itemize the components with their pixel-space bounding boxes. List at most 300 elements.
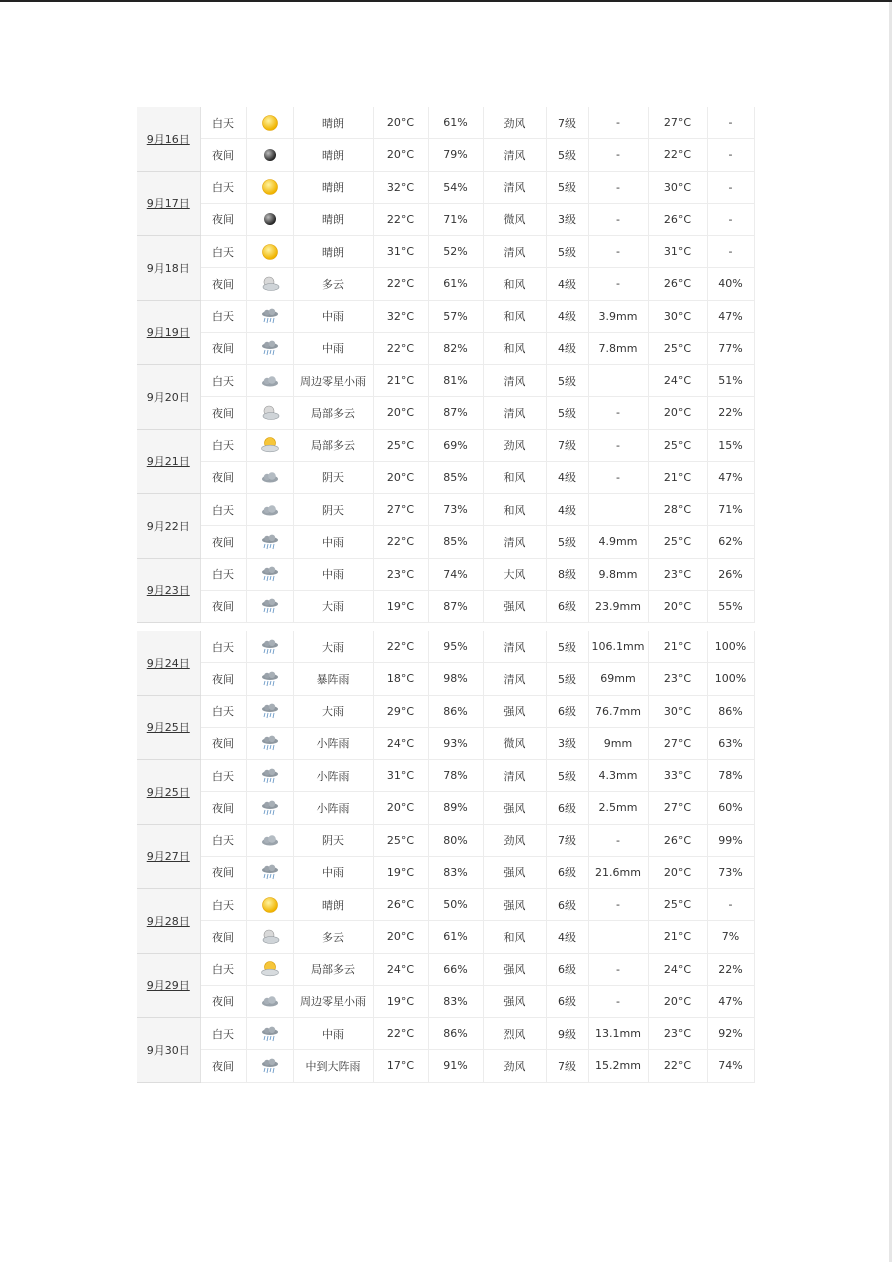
rain-cell: [588, 921, 648, 953]
humidity-cell: 89%: [428, 792, 483, 824]
weather-icon-cell: [246, 889, 293, 921]
chance-cell: 22%: [707, 953, 754, 985]
temp-cell: 20°C: [373, 397, 428, 429]
table-row: [137, 1050, 754, 1082]
cloud-moon-icon: [260, 404, 280, 422]
weather-cell: 晴朗: [293, 139, 373, 171]
period-cell: 白天: [200, 631, 246, 663]
rain-icon: [260, 799, 280, 817]
weather-icon-cell: [246, 590, 293, 622]
sun-icon: [260, 114, 280, 132]
level-cell: 6级: [546, 792, 588, 824]
feels-cell: 25°C: [648, 429, 707, 461]
weather-cell: 晴朗: [293, 171, 373, 203]
temp-cell: 22°C: [373, 1018, 428, 1050]
temp-cell: 31°C: [373, 760, 428, 792]
temp-cell: 29°C: [373, 695, 428, 727]
level-cell: 7级: [546, 824, 588, 856]
feels-cell: 26°C: [648, 203, 707, 235]
feels-cell: 21°C: [648, 631, 707, 663]
weather-icon-cell: [246, 558, 293, 590]
level-cell: 7级: [546, 1050, 588, 1082]
weather-icon-cell: [246, 268, 293, 300]
date-cell: [137, 236, 200, 301]
feels-cell: 33°C: [648, 760, 707, 792]
date-cell[interactable]: [137, 824, 200, 889]
weather-table-2-body: [137, 631, 754, 1082]
period-cell: 夜间: [200, 203, 246, 235]
table-row: [137, 494, 754, 526]
level-cell: 4级: [546, 921, 588, 953]
table-row: [137, 856, 754, 888]
humidity-cell: 57%: [428, 300, 483, 332]
table-row: [137, 663, 754, 695]
period-cell: 白天: [200, 107, 246, 139]
chance-cell: 63%: [707, 727, 754, 759]
table-row: [137, 300, 754, 332]
feels-cell: 28°C: [648, 494, 707, 526]
weather-cell: 多云: [293, 921, 373, 953]
table-row: [137, 631, 754, 663]
period-cell: 夜间: [200, 139, 246, 171]
chance-cell: 73%: [707, 856, 754, 888]
table-row: [137, 889, 754, 921]
chance-cell: 55%: [707, 590, 754, 622]
weather-icon-cell: [246, 526, 293, 558]
level-cell: 9级: [546, 1018, 588, 1050]
level-cell: 5级: [546, 397, 588, 429]
weather-icon-cell: [246, 663, 293, 695]
date-link[interactable]: 9月25日: [146, 721, 190, 735]
date-label: 9月18日: [146, 261, 190, 275]
table-row: [137, 727, 754, 759]
feels-cell: 20°C: [648, 590, 707, 622]
rain-cell: 21.6mm: [588, 856, 648, 888]
table-row: [137, 365, 754, 397]
chance-cell: -: [707, 236, 754, 268]
table-row: [137, 268, 754, 300]
humidity-cell: 69%: [428, 429, 483, 461]
date-link[interactable]: 9月24日: [146, 656, 190, 670]
weather-cell: 多云: [293, 268, 373, 300]
level-cell: 4级: [546, 268, 588, 300]
temp-cell: 26°C: [373, 889, 428, 921]
humidity-cell: 78%: [428, 760, 483, 792]
chance-cell: 47%: [707, 985, 754, 1017]
temp-cell: 19°C: [373, 590, 428, 622]
wind-cell: 烈风: [483, 1018, 546, 1050]
humidity-cell: 83%: [428, 856, 483, 888]
date-label: 9月22日: [146, 519, 190, 533]
feels-cell: 30°C: [648, 695, 707, 727]
rain-icon: [260, 638, 280, 656]
weather-cell: 局部多云: [293, 429, 373, 461]
sun-icon: [260, 178, 280, 196]
rain-icon: [260, 863, 280, 881]
level-cell: 4级: [546, 300, 588, 332]
wind-cell: 大风: [483, 558, 546, 590]
date-link[interactable]: 9月27日: [146, 850, 190, 864]
humidity-cell: 61%: [428, 107, 483, 139]
humidity-cell: 85%: [428, 461, 483, 493]
wind-cell: 强风: [483, 792, 546, 824]
rain-cell: 9mm: [588, 727, 648, 759]
wind-cell: 强风: [483, 590, 546, 622]
period-cell: 夜间: [200, 663, 246, 695]
weather-icon-cell: [246, 1050, 293, 1082]
weather-cell: 周边零星小雨: [293, 365, 373, 397]
period-cell: 白天: [200, 429, 246, 461]
feels-cell: 21°C: [648, 461, 707, 493]
feels-cell: 25°C: [648, 526, 707, 558]
temp-cell: 32°C: [373, 171, 428, 203]
rain-cell: -: [588, 107, 648, 139]
weather-icon-cell: [246, 365, 293, 397]
wind-cell: 清风: [483, 397, 546, 429]
date-link[interactable]: 9月19日: [146, 326, 190, 340]
level-cell: 4级: [546, 332, 588, 364]
date-link[interactable]: 9月29日: [146, 979, 190, 993]
temp-cell: 22°C: [373, 203, 428, 235]
humidity-cell: 87%: [428, 590, 483, 622]
weather-icon-cell: [246, 631, 293, 663]
wind-cell: 和风: [483, 494, 546, 526]
rain-cell: -: [588, 889, 648, 921]
date-link[interactable]: 9月28日: [146, 914, 190, 928]
period-cell: 白天: [200, 1018, 246, 1050]
wind-cell: 劲风: [483, 1050, 546, 1082]
rain-cell: 106.1mm: [588, 631, 648, 663]
temp-cell: 27°C: [373, 494, 428, 526]
date-link[interactable]: 9月23日: [146, 584, 190, 598]
weather-icon-cell: [246, 953, 293, 985]
temp-cell: 22°C: [373, 631, 428, 663]
level-cell: 5级: [546, 139, 588, 171]
date-cell: [137, 365, 200, 430]
wind-cell: 强风: [483, 953, 546, 985]
humidity-cell: 83%: [428, 985, 483, 1017]
rain-cell: -: [588, 824, 648, 856]
weather-cell: 局部多云: [293, 953, 373, 985]
rain-cell: -: [588, 429, 648, 461]
period-cell: 白天: [200, 365, 246, 397]
rain-icon: [260, 533, 280, 551]
level-cell: 6级: [546, 985, 588, 1017]
feels-cell: 25°C: [648, 889, 707, 921]
feels-cell: 30°C: [648, 171, 707, 203]
weather-table-1: [137, 107, 755, 623]
table-row: [137, 332, 754, 364]
table-row: [137, 107, 754, 139]
moon-icon: [260, 210, 280, 228]
temp-cell: 19°C: [373, 856, 428, 888]
feels-cell: 20°C: [648, 397, 707, 429]
chance-cell: 47%: [707, 300, 754, 332]
table-row: [137, 397, 754, 429]
chance-cell: -: [707, 107, 754, 139]
cloud-icon: [260, 468, 280, 486]
temp-cell: 25°C: [373, 824, 428, 856]
wind-cell: 清风: [483, 631, 546, 663]
temp-cell: 18°C: [373, 663, 428, 695]
level-cell: 5级: [546, 171, 588, 203]
chance-cell: 7%: [707, 921, 754, 953]
weather-table-1-body: [137, 107, 754, 623]
date-cell[interactable]: [137, 171, 200, 236]
table-row: [137, 461, 754, 493]
rain-cell: -: [588, 985, 648, 1017]
weather-cell: 大雨: [293, 695, 373, 727]
weather-cell: 中雨: [293, 856, 373, 888]
weather-table-2: [137, 631, 755, 1083]
weather-cell: 暴阵雨: [293, 663, 373, 695]
wind-cell: 和风: [483, 921, 546, 953]
chance-cell: 78%: [707, 760, 754, 792]
wind-cell: 强风: [483, 695, 546, 727]
sun-icon: [260, 896, 280, 914]
temp-cell: 20°C: [373, 461, 428, 493]
chance-cell: 71%: [707, 494, 754, 526]
chance-cell: 22%: [707, 397, 754, 429]
rain-cell: -: [588, 268, 648, 300]
weather-icon-cell: [246, 429, 293, 461]
feels-cell: 20°C: [648, 985, 707, 1017]
feels-cell: 27°C: [648, 727, 707, 759]
humidity-cell: 85%: [428, 526, 483, 558]
wind-cell: 劲风: [483, 824, 546, 856]
rain-cell: 7.8mm: [588, 332, 648, 364]
date-link[interactable]: 9月21日: [146, 455, 190, 469]
temp-cell: 25°C: [373, 429, 428, 461]
date-cell[interactable]: [137, 695, 200, 760]
humidity-cell: 50%: [428, 889, 483, 921]
weather-cell: 小阵雨: [293, 792, 373, 824]
chance-cell: 51%: [707, 365, 754, 397]
humidity-cell: 73%: [428, 494, 483, 526]
feels-cell: 23°C: [648, 558, 707, 590]
period-cell: 夜间: [200, 856, 246, 888]
weather-icon-cell: [246, 171, 293, 203]
feels-cell: 26°C: [648, 824, 707, 856]
wind-cell: 劲风: [483, 429, 546, 461]
chance-cell: 60%: [707, 792, 754, 824]
humidity-cell: 91%: [428, 1050, 483, 1082]
table-row: [137, 558, 754, 590]
level-cell: 5级: [546, 365, 588, 397]
humidity-cell: 86%: [428, 695, 483, 727]
feels-cell: 22°C: [648, 139, 707, 171]
weather-cell: 晴朗: [293, 236, 373, 268]
date-cell[interactable]: [137, 558, 200, 623]
weather-icon-cell: [246, 921, 293, 953]
chance-cell: 26%: [707, 558, 754, 590]
weather-icon-cell: [246, 695, 293, 727]
date-cell[interactable]: [137, 631, 200, 695]
rain-cell: 2.5mm: [588, 792, 648, 824]
temp-cell: 22°C: [373, 268, 428, 300]
humidity-cell: 80%: [428, 824, 483, 856]
weather-cell: 晴朗: [293, 203, 373, 235]
date-link[interactable]: 9月16日: [146, 132, 190, 146]
chance-cell: 100%: [707, 631, 754, 663]
weather-icon-cell: [246, 236, 293, 268]
rain-cell: -: [588, 236, 648, 268]
table-row: [137, 590, 754, 622]
weather-cell: 局部多云: [293, 397, 373, 429]
weather-cell: 小阵雨: [293, 727, 373, 759]
level-cell: 6级: [546, 590, 588, 622]
wind-cell: 劲风: [483, 107, 546, 139]
rain-icon: [260, 565, 280, 583]
humidity-cell: 66%: [428, 953, 483, 985]
table-row: [137, 760, 754, 792]
weather-icon-cell: [246, 824, 293, 856]
wind-cell: 清风: [483, 663, 546, 695]
date-cell[interactable]: [137, 429, 200, 494]
chance-cell: -: [707, 139, 754, 171]
wind-cell: 和风: [483, 461, 546, 493]
period-cell: 白天: [200, 236, 246, 268]
table-row: [137, 953, 754, 985]
wind-cell: 清风: [483, 236, 546, 268]
humidity-cell: 82%: [428, 332, 483, 364]
cloud-icon: [260, 831, 280, 849]
level-cell: 4级: [546, 461, 588, 493]
feels-cell: 31°C: [648, 236, 707, 268]
level-cell: 8级: [546, 558, 588, 590]
table-row: [137, 203, 754, 235]
period-cell: 夜间: [200, 461, 246, 493]
table-row: [137, 695, 754, 727]
weather-cell: 中雨: [293, 1018, 373, 1050]
rain-cell: 15.2mm: [588, 1050, 648, 1082]
temp-cell: 17°C: [373, 1050, 428, 1082]
rain-cell: 3.9mm: [588, 300, 648, 332]
date-cell[interactable]: [137, 889, 200, 954]
chance-cell: 15%: [707, 429, 754, 461]
chance-cell: 40%: [707, 268, 754, 300]
weather-icon-cell: [246, 203, 293, 235]
table-row: [137, 171, 754, 203]
rain-cell: -: [588, 461, 648, 493]
rain-cell: 13.1mm: [588, 1018, 648, 1050]
level-cell: 7级: [546, 107, 588, 139]
chance-cell: 99%: [707, 824, 754, 856]
humidity-cell: 61%: [428, 268, 483, 300]
chance-cell: 74%: [707, 1050, 754, 1082]
rain-cell: -: [588, 953, 648, 985]
period-cell: 白天: [200, 889, 246, 921]
level-cell: 5级: [546, 663, 588, 695]
wind-cell: 清风: [483, 171, 546, 203]
level-cell: 5级: [546, 236, 588, 268]
table-row: [137, 921, 754, 953]
wind-cell: 微风: [483, 727, 546, 759]
level-cell: 7级: [546, 429, 588, 461]
period-cell: 夜间: [200, 268, 246, 300]
feels-cell: 25°C: [648, 332, 707, 364]
table-row: [137, 526, 754, 558]
weather-icon-cell: [246, 461, 293, 493]
weather-cell: 中雨: [293, 526, 373, 558]
humidity-cell: 74%: [428, 558, 483, 590]
rain-cell: 23.9mm: [588, 590, 648, 622]
humidity-cell: 93%: [428, 727, 483, 759]
period-cell: 夜间: [200, 397, 246, 429]
rain-cell: [588, 365, 648, 397]
rain-cell: 76.7mm: [588, 695, 648, 727]
rain-cell: -: [588, 397, 648, 429]
temp-cell: 20°C: [373, 139, 428, 171]
rain-cell: -: [588, 139, 648, 171]
feels-cell: 24°C: [648, 365, 707, 397]
temp-cell: 22°C: [373, 526, 428, 558]
level-cell: 5级: [546, 526, 588, 558]
date-label: 9月30日: [146, 1043, 190, 1057]
cloud-icon: [260, 992, 280, 1010]
feels-cell: 24°C: [648, 953, 707, 985]
humidity-cell: 95%: [428, 631, 483, 663]
rain-cell: 9.8mm: [588, 558, 648, 590]
cloud-icon: [260, 372, 280, 390]
date-cell[interactable]: [137, 760, 200, 825]
humidity-cell: 81%: [428, 365, 483, 397]
chance-cell: 62%: [707, 526, 754, 558]
period-cell: 夜间: [200, 727, 246, 759]
temp-cell: 24°C: [373, 953, 428, 985]
period-cell: 白天: [200, 953, 246, 985]
humidity-cell: 61%: [428, 921, 483, 953]
period-cell: 夜间: [200, 1050, 246, 1082]
level-cell: 6级: [546, 695, 588, 727]
period-cell: 夜间: [200, 921, 246, 953]
temp-cell: 20°C: [373, 792, 428, 824]
chance-cell: -: [707, 203, 754, 235]
feels-cell: 26°C: [648, 268, 707, 300]
weather-icon-cell: [246, 760, 293, 792]
rain-icon: [260, 339, 280, 357]
date-cell[interactable]: [137, 953, 200, 1018]
date-link[interactable]: 9月25日: [146, 785, 190, 799]
weather-icon-cell: [246, 107, 293, 139]
weather-cell: 中雨: [293, 300, 373, 332]
weather-icon-cell: [246, 139, 293, 171]
rain-icon: [260, 767, 280, 785]
wind-cell: 强风: [483, 856, 546, 888]
temp-cell: 19°C: [373, 985, 428, 1017]
weather-cell: 阴天: [293, 461, 373, 493]
date-label: 9月20日: [146, 390, 190, 404]
weather-icon-cell: [246, 727, 293, 759]
sun-icon: [260, 243, 280, 261]
weather-cell: 中雨: [293, 558, 373, 590]
level-cell: 6级: [546, 889, 588, 921]
feels-cell: 23°C: [648, 663, 707, 695]
weather-cell: 阴天: [293, 824, 373, 856]
level-cell: 6级: [546, 953, 588, 985]
period-cell: 白天: [200, 171, 246, 203]
weather-cell: 晴朗: [293, 889, 373, 921]
date-cell[interactable]: [137, 107, 200, 171]
date-link[interactable]: 9月17日: [146, 197, 190, 211]
rain-icon: [260, 1025, 280, 1043]
date-cell[interactable]: [137, 300, 200, 365]
chance-cell: 100%: [707, 663, 754, 695]
temp-cell: 23°C: [373, 558, 428, 590]
partly-sunny-icon: [260, 960, 280, 978]
humidity-cell: 71%: [428, 203, 483, 235]
humidity-cell: 54%: [428, 171, 483, 203]
